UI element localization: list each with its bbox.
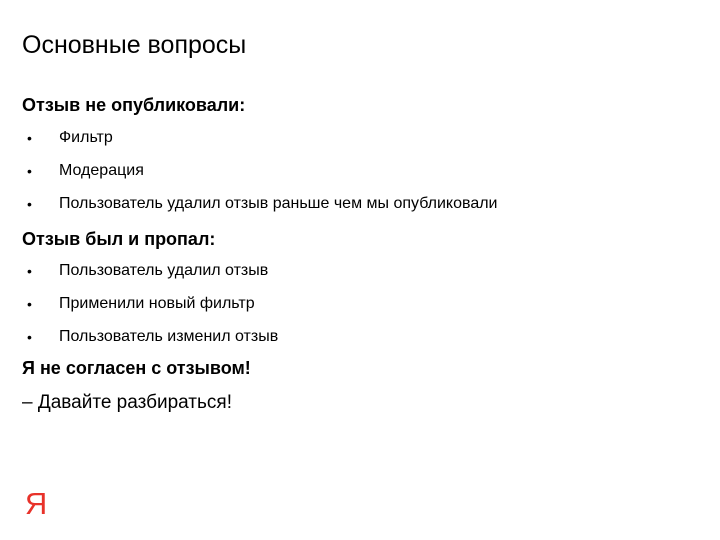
section-heading-not-published: Отзыв не опубликовали: (22, 95, 246, 115)
bullet-icon: • (27, 130, 32, 146)
bullet-icon: • (27, 196, 32, 212)
logo-glyph: Я (24, 486, 48, 521)
section-heading-disappeared: Отзыв был и пропал: (22, 229, 216, 249)
bullet-icon: • (27, 163, 32, 179)
closing-line: – Давайте разбираться! (22, 392, 232, 413)
list-item-text: Пользователь изменил отзыв (59, 328, 279, 345)
list-item-text: Модерация (59, 162, 144, 179)
bullet-icon: • (27, 296, 32, 312)
yandex-logo-icon (24, 486, 48, 521)
list-item-text: Пользователь удалил отзыв (59, 262, 269, 279)
list-item-text: Применили новый фильтр (59, 295, 255, 312)
bullet-icon: • (27, 329, 32, 345)
section-heading-disagree: Я не согласен с отзывом! (22, 358, 251, 378)
list-item-text: Пользователь удалил отзыв раньше чем мы опубликовали (59, 195, 498, 212)
bullet-icon: • (27, 263, 32, 279)
list-item-text: Фильтр (59, 129, 113, 146)
slide-title: Основные вопросы (22, 31, 247, 59)
